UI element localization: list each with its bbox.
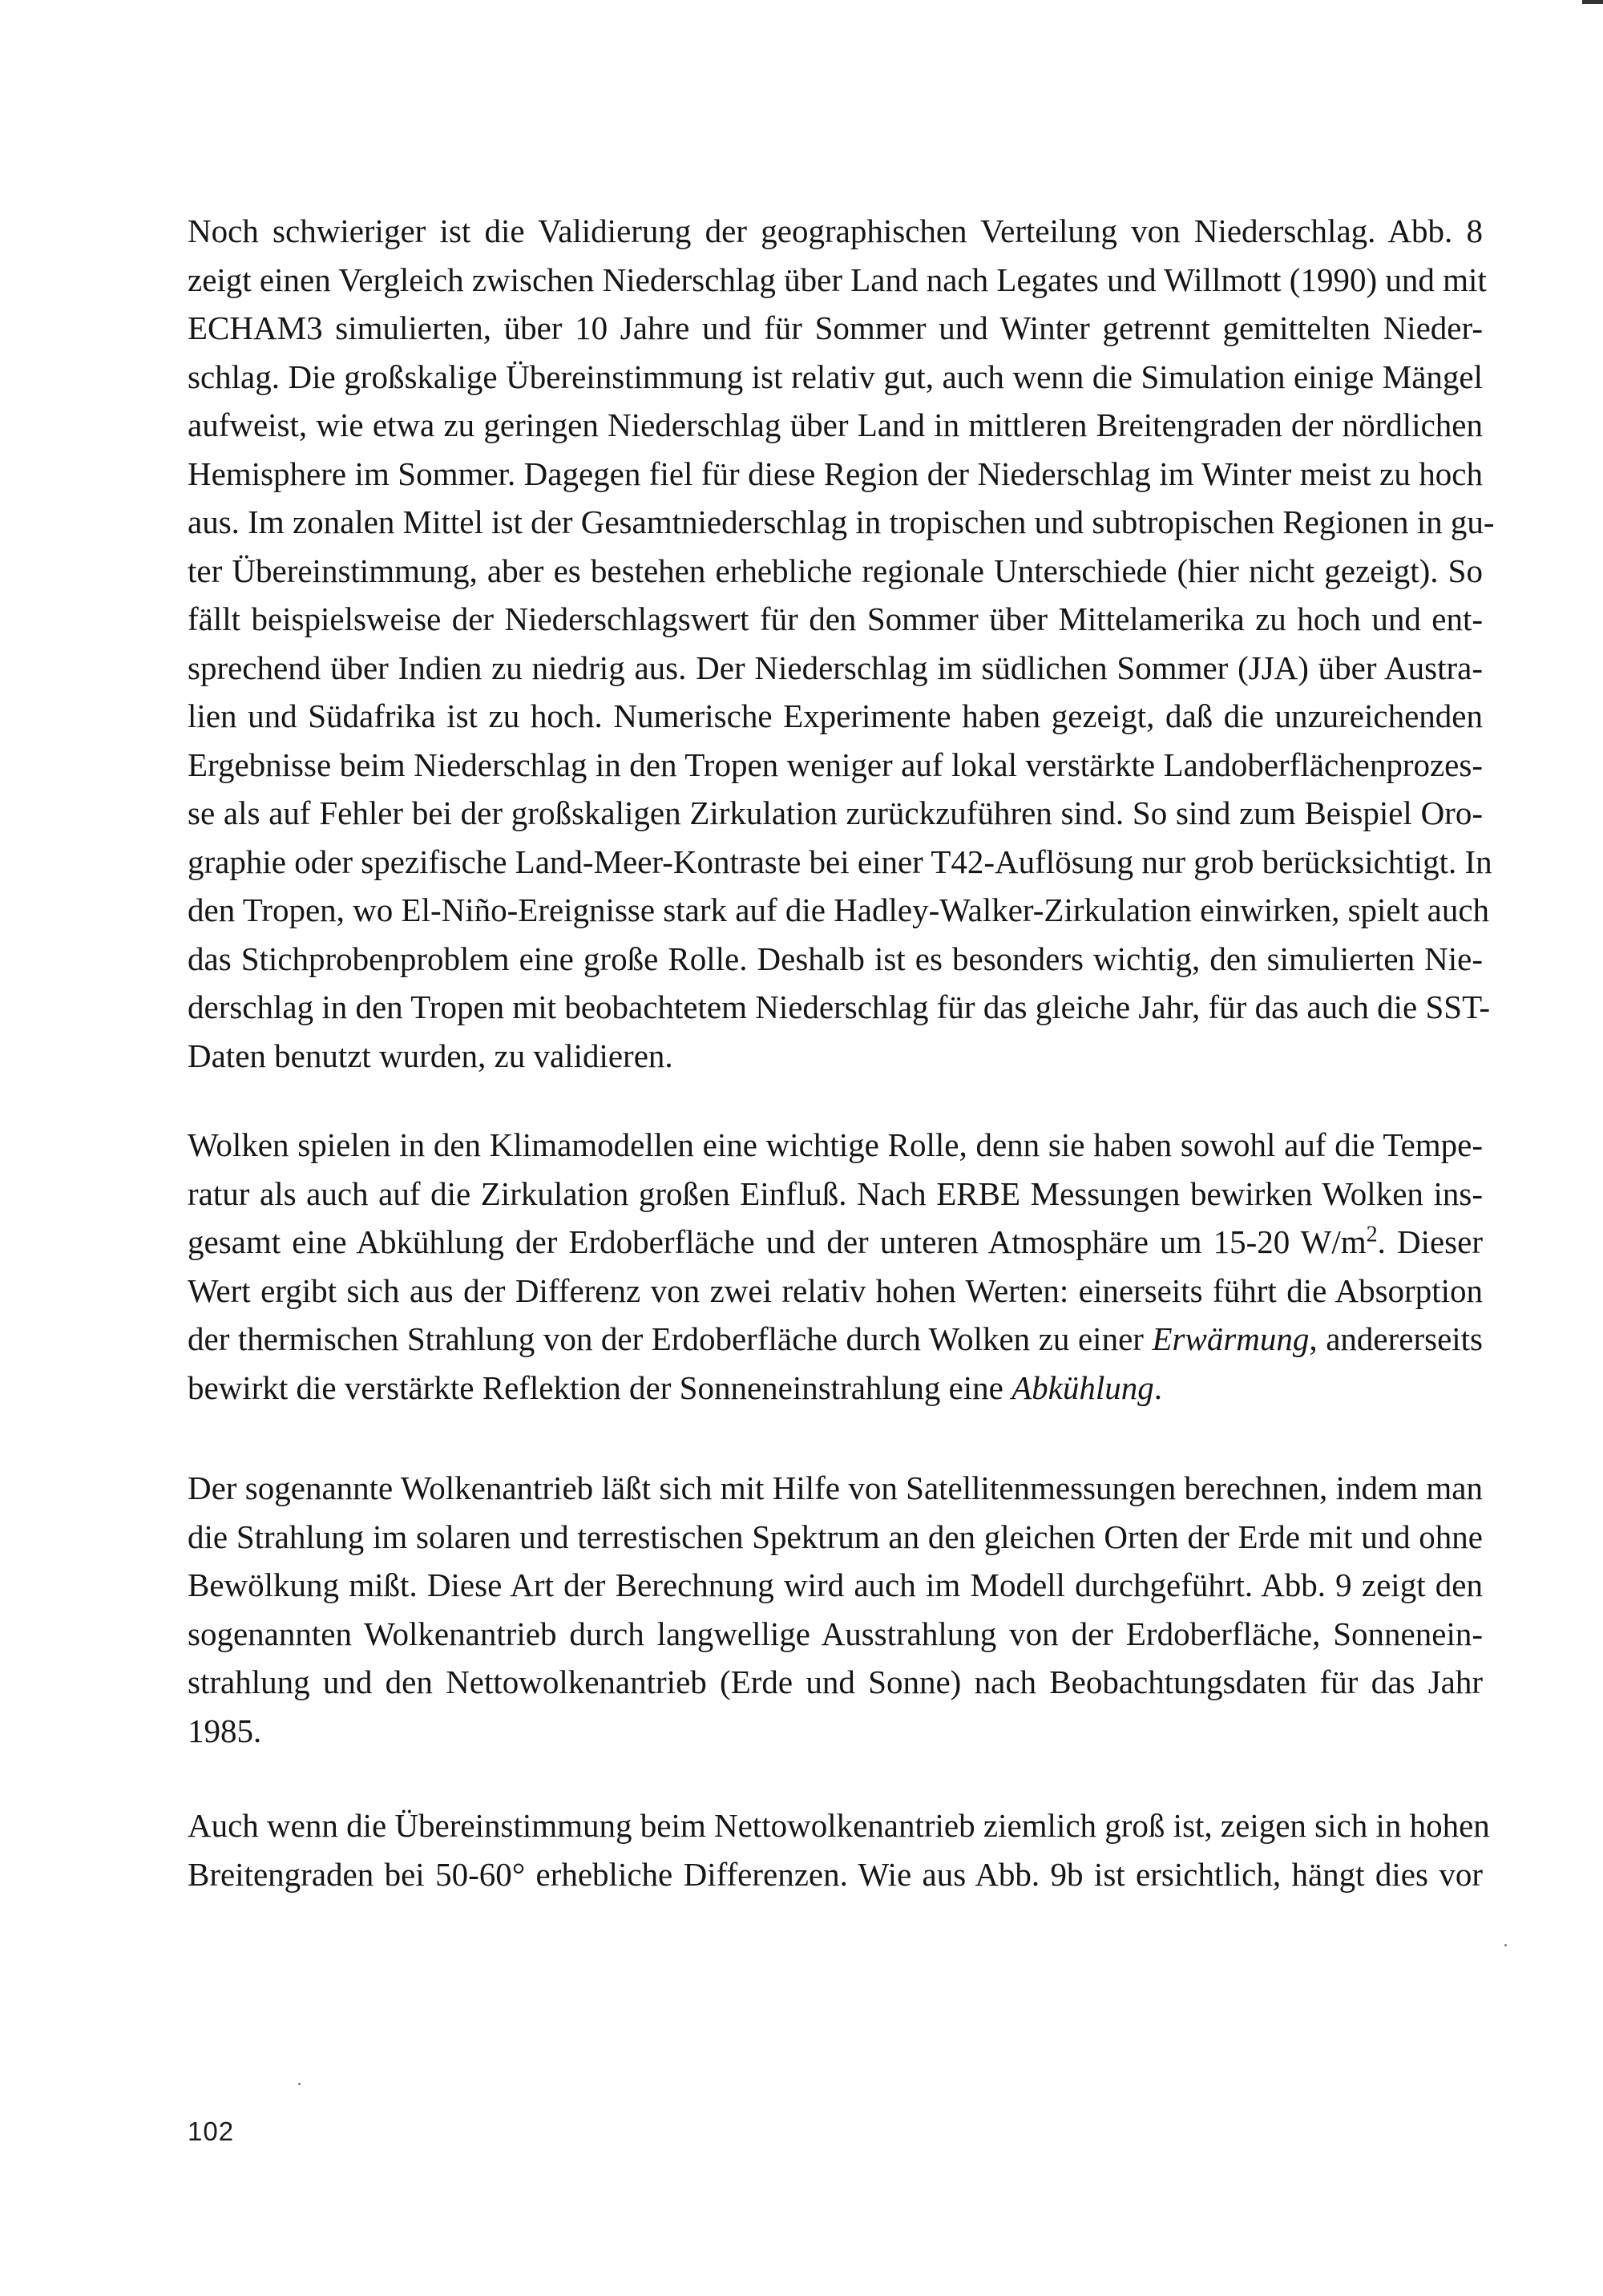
text-line: Daten benutzt wurden, zu validieren. — [188, 1037, 673, 1074]
text-line — [188, 1364, 1483, 1413]
italic-term: Erwärmung — [1152, 1320, 1310, 1357]
scan-speck — [298, 2083, 301, 2085]
text-line: zeigt einen Vergleich zwischen Niederschlag über Land nach Legates und Willmott (1990) und mit — [188, 261, 1487, 298]
text-line: fällt beispielsweise der Niederschlagswert für den Sommer über Mittelamerika zu hoch und ent- — [188, 600, 1483, 637]
text-line — [188, 1218, 1483, 1267]
text-line: Wert ergibt sich aus der Differenz von zwei relativ hohen Werten: einerseits führt die Absorption — [188, 1271, 1483, 1309]
page-number: 102 — [188, 2116, 235, 2146]
text-line: ter Übereinstimmung, aber es bestehen erhebliche regionale Unterschiede (hier nicht gezeigt). So — [188, 552, 1483, 589]
text-segment: , andererseits — [1309, 1320, 1483, 1357]
text-line: ratur als auch auf die Zirkulation großen Einfluß. Nach ERBE Messungen bewirken Wolken ins- — [188, 1174, 1483, 1212]
text-line: Ergebnisse beim Niederschlag in den Tropen weniger auf lokal verstärkte Landoberflächenprozes- — [188, 746, 1483, 783]
text-line: das Stichprobenproblem eine große Rolle. Deshalb ist es besonders wichtig, den simulierten Nie- — [188, 940, 1483, 977]
text-line: Breitengraden bei 50-60° erhebliche Differenzen. Wie aus Abb. 9b ist ersichtlich, hängt dies vor — [188, 1855, 1483, 1893]
text-line: strahlung und den Nettowolkenantrieb (Erde und Sonne) nach Beobachtungsdaten für das Jahr — [188, 1663, 1483, 1700]
scan-corner-mark — [1582, 0, 1603, 4]
text-segment: gesamt eine Abkühlung der Erdoberfläche und der unteren Atmosphäre um 15-20 W/m — [188, 1223, 1367, 1260]
text-line: ECHAM3 simulierten, über 10 Jahre und für Sommer und Winter getrennt gemittelten Nieder- — [188, 309, 1483, 346]
text-segment: . — [1153, 1368, 1162, 1406]
text-line: Bewölkung mißt. Diese Art der Berechnung wird auch im Modell durchgeführt. Abb. 9 zeigt den — [188, 1566, 1483, 1603]
text-line: sogenannten Wolkenantrieb durch langwellige Ausstrahlung von der Erdoberfläche, Sonnenein- — [188, 1615, 1483, 1652]
text-line: 1985. — [188, 1712, 262, 1749]
paragraph-3 — [188, 1464, 1483, 1755]
text-line: derschlag in den Tropen mit beobachtetem Niederschlag für das gleiche Jahr, für das auch die SST- — [188, 988, 1491, 1025]
italic-term: Abkühlung — [1011, 1368, 1154, 1406]
text-line: aufweist, wie etwa zu geringen Niederschlag über Land in mittleren Breitengraden der nördlichen — [188, 406, 1483, 443]
text-line: Auch wenn die Übereinstimmung beim Nettowolkenantrieb ziemlich groß ist, zeigen sich in hohen — [188, 1807, 1490, 1844]
text-line: Hemisphere im Sommer. Dagegen fiel für diese Region der Niederschlag im Winter meist zu hoch — [188, 455, 1483, 492]
paragraph-1 — [188, 207, 1495, 1080]
text-line: Wolken spielen in den Klimamodellen eine wichtige Rolle, denn sie haben sowohl auf die Tempe- — [188, 1126, 1483, 1163]
text-line: graphie oder spezifische Land-Meer-Kontraste bei einer T42-Auflösung nur grob berücksichtigt. In — [188, 843, 1492, 880]
text-line — [188, 1315, 1483, 1364]
paragraph-4 — [188, 1801, 1490, 1898]
text-line: lien und Südafrika ist zu hoch. Numerische Experimente haben gezeigt, daß die unzureichenden — [188, 697, 1483, 734]
paragraph-2 — [188, 1121, 1483, 1412]
text-line: Der sogenannte Wolkenantrieb läßt sich mit Hilfe von Satellitenmessungen berechnen, indem man — [188, 1469, 1483, 1506]
text-line: schlag. Die großskalige Übereinstimmung ist relativ gut, auch wenn die Simulation einige Mängel — [188, 358, 1483, 395]
text-line: aus. Im zonalen Mittel ist der Gesamtniederschlag in tropischen und subtropischen Regionen in gu- — [188, 503, 1495, 540]
text-line: se als auf Fehler bei der großskaligen Zirkulation zurückzuführen sind. So sind zum Beispiel Oro- — [188, 794, 1483, 831]
text-line: die Strahlung im solaren und terrestischen Spektrum an den gleichen Orten der Erde mit und ohne — [188, 1518, 1483, 1555]
text-line: Noch schwieriger ist die Validierung der geographischen Verteilung von Niederschlag. Abb. 8 — [188, 212, 1483, 249]
text-segment: der thermischen Strahlung von der Erdoberfläche durch Wolken zu einer — [188, 1320, 1153, 1357]
scan-speck — [1504, 1944, 1507, 1946]
superscript-exponent: 2 — [1366, 1222, 1378, 1247]
text-line: sprechend über Indien zu niedrig aus. Der Niederschlag im südlichen Sommer (JJA) über Austra- — [188, 649, 1483, 686]
text-line: den Tropen, wo El-Niño-Ereignisse stark auf die Hadley-Walker-Zirkulation einwirken, spielt auch — [188, 891, 1490, 928]
text-segment: . Dieser — [1377, 1223, 1483, 1260]
text-segment: bewirkt die verstärkte Reflektion der Sonneneinstrahlung eine — [188, 1368, 1012, 1406]
